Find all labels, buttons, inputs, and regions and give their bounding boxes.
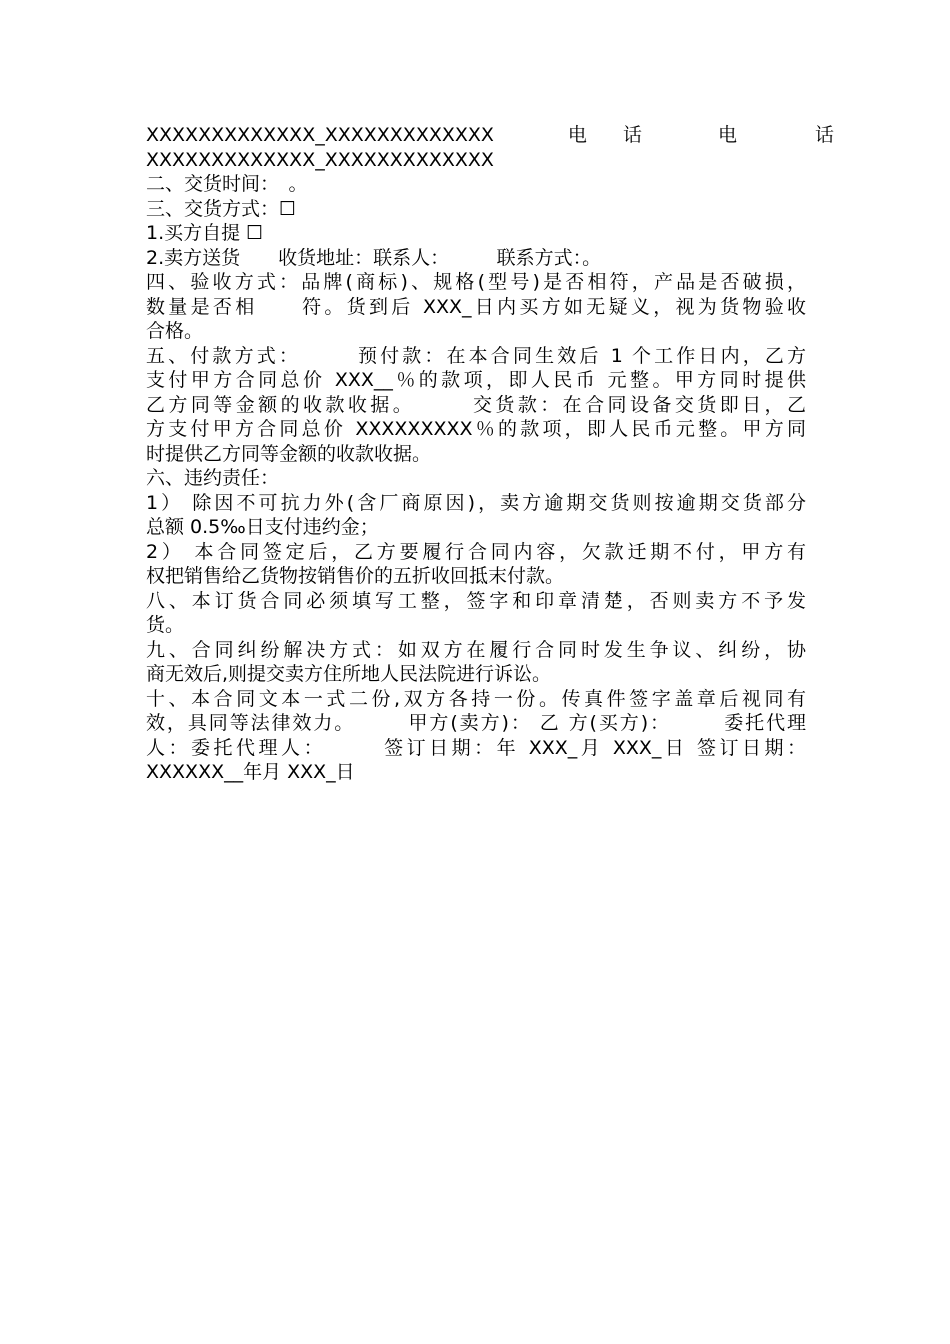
- text-line: 1） 除因不可抗力外(含厂商原因)，卖方逾期交货则按逾期交货部分: [146, 491, 806, 514]
- text-line: XXXXXX__年月 XXX_日: [146, 761, 355, 783]
- text-line: XXXXXXXXXXXXX_XXXXXXXXXXXXX: [146, 148, 494, 171]
- text-line: 四、验收方式：品牌(商标)、规格(型号)是否相符，产品是否破损，: [146, 271, 806, 293]
- header-phone-char-4: 话: [814, 124, 834, 146]
- text-line: 数量是否相 符。货到后 XXX_日内买方如无疑义，视为货物验收: [146, 295, 806, 318]
- text-line: 二、交货时间： 。: [146, 173, 308, 195]
- text-line: 人：委托代理人： 签订日期：年 XXX_月 XXX_日 签订日期：: [146, 736, 806, 759]
- text-line: 五、付款方式： 预付款：在本合同生效后 1 个工作日内，乙方: [146, 344, 806, 367]
- text-line: 商无效后,则提交卖方住所地人民法院进行诉讼。: [146, 663, 552, 685]
- text-line: 合格。: [146, 320, 204, 342]
- header-phone-char-1: 电: [567, 124, 587, 146]
- text-line: 1.买方自提 ☐: [146, 222, 264, 244]
- text-line: 八、本订货合同必须填写工整，签字和印章清楚，否则卖方不予发: [146, 589, 806, 612]
- text-line: 六、违约责任：: [146, 467, 280, 489]
- text-line: 三、交货方式：☐: [146, 197, 297, 220]
- text-line: 2） 本合同签定后，乙方要履行合同内容，欠款迁期不付，甲方有: [146, 540, 806, 563]
- header-phone-char-3: 电: [717, 124, 737, 146]
- text-line: 支付甲方合同总价 XXX__％的款项，即人民币 元整。甲方同时提供: [146, 369, 806, 391]
- header-phone-char-2: 话: [622, 124, 642, 146]
- text-line: 总额 0.5‰日支付违约金；: [146, 516, 379, 538]
- text-line: 货。: [146, 614, 185, 636]
- text-line: 效，具同等法律效力。 甲方(卖方)： 乙 方(买方)： 委托代理: [146, 712, 806, 734]
- contract-body: [146, 123, 834, 785]
- text-line: 权把销售给乙货物按销售价的五折收回抵末付款。: [146, 565, 565, 587]
- text-line: 乙方同等金额的收款收据。 交货款：在合同设备交货即日，乙: [146, 393, 806, 416]
- text-line: 十、本合同文本一式二份,双方各持一份。传真件签字盖章后视同有: [146, 687, 806, 710]
- header-code: XXXXXXXXXXXXX_XXXXXXXXXXXXX: [146, 124, 494, 146]
- text-line: 时提供乙方同等金额的收款收据。: [146, 442, 432, 465]
- text-line: 2.卖方送货 收货地址：联系人： 联系方式：。: [146, 246, 602, 269]
- phone-header-line: [146, 123, 834, 148]
- text-line: 九、合同纠纷解决方式：如双方在履行合同时发生争议、纠纷，协: [146, 638, 806, 661]
- text-line: 方支付甲方合同总价 XXXXXXXXX％的款项，即人民币元整。甲方同: [146, 418, 806, 440]
